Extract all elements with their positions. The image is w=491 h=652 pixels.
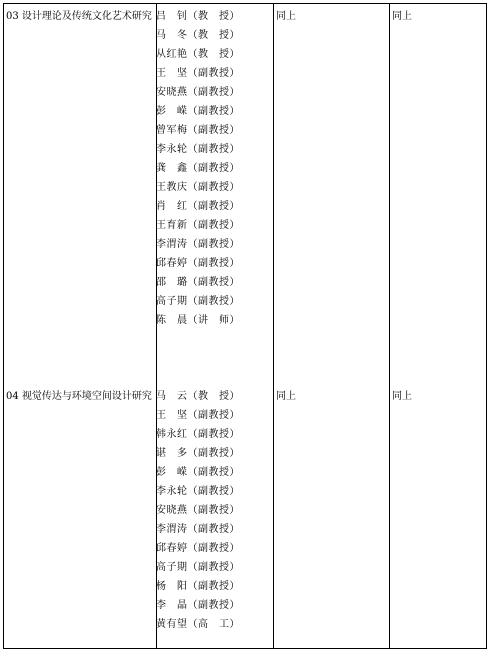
staff-name: 曾军梅（副教授）: [156, 125, 240, 136]
staff-name: 彭 嵘（副教授）: [156, 106, 240, 117]
row-04-col3: 同上: [276, 391, 296, 402]
staff-name: 王育新（副教授）: [156, 220, 240, 231]
staff-name: 彭 嵘（副教授）: [156, 467, 240, 478]
staff-name: 李渭涛（副教授）: [156, 239, 240, 250]
staff-name: 李永轮（副教授）: [156, 144, 240, 155]
row-04-col4: 同上: [392, 391, 412, 402]
column-divider: [389, 4, 390, 648]
staff-name: 李渭涛（副教授）: [156, 524, 240, 535]
row-03-col4: 同上: [392, 11, 412, 22]
staff-name: 邵 璐（副教授）: [156, 277, 240, 288]
staff-name: 马 冬（教 授）: [156, 30, 240, 41]
document-table: [3, 3, 487, 649]
row-03-col3: 同上: [276, 11, 296, 22]
staff-name: 龚 鑫（副教授）: [156, 163, 240, 174]
staff-name: 谌 多（副教授）: [156, 448, 240, 459]
staff-name: 吕 钊（教 授）: [156, 11, 240, 22]
staff-name: 从红艳（教 授）: [156, 49, 240, 60]
staff-name: 李 晶（副教授）: [156, 600, 240, 611]
staff-name: 安晓燕（副教授）: [156, 87, 240, 98]
staff-name: 陈 晨（讲 师）: [156, 315, 240, 326]
column-divider: [273, 4, 274, 648]
staff-name: 马 云（教 授）: [156, 391, 240, 402]
staff-name: 王教庆（副教授）: [156, 182, 240, 193]
staff-name: 王 坚（副教授）: [156, 68, 240, 79]
staff-name: 肖 红（副教授）: [156, 201, 240, 212]
staff-name: 黄有望（高 工）: [156, 619, 240, 630]
staff-name: 邱春婷（副教授）: [156, 543, 240, 554]
staff-name: 安晓燕（副教授）: [156, 505, 240, 516]
staff-name: 王 坚（副教授）: [156, 410, 240, 421]
staff-name: 高子期（副教授）: [156, 296, 240, 307]
research-direction-04: 04 视觉传达与环境空间设计研究: [6, 391, 152, 402]
research-direction-03: 03 设计理论及传统文化艺术研究: [6, 11, 152, 22]
staff-name: 李永轮（副教授）: [156, 486, 240, 497]
staff-name: 韩永红（副教授）: [156, 429, 240, 440]
staff-name: 杨 阳（副教授）: [156, 581, 240, 592]
staff-name: 高子期（副教授）: [156, 562, 240, 573]
staff-name: 邱春婷（副教授）: [156, 258, 240, 269]
